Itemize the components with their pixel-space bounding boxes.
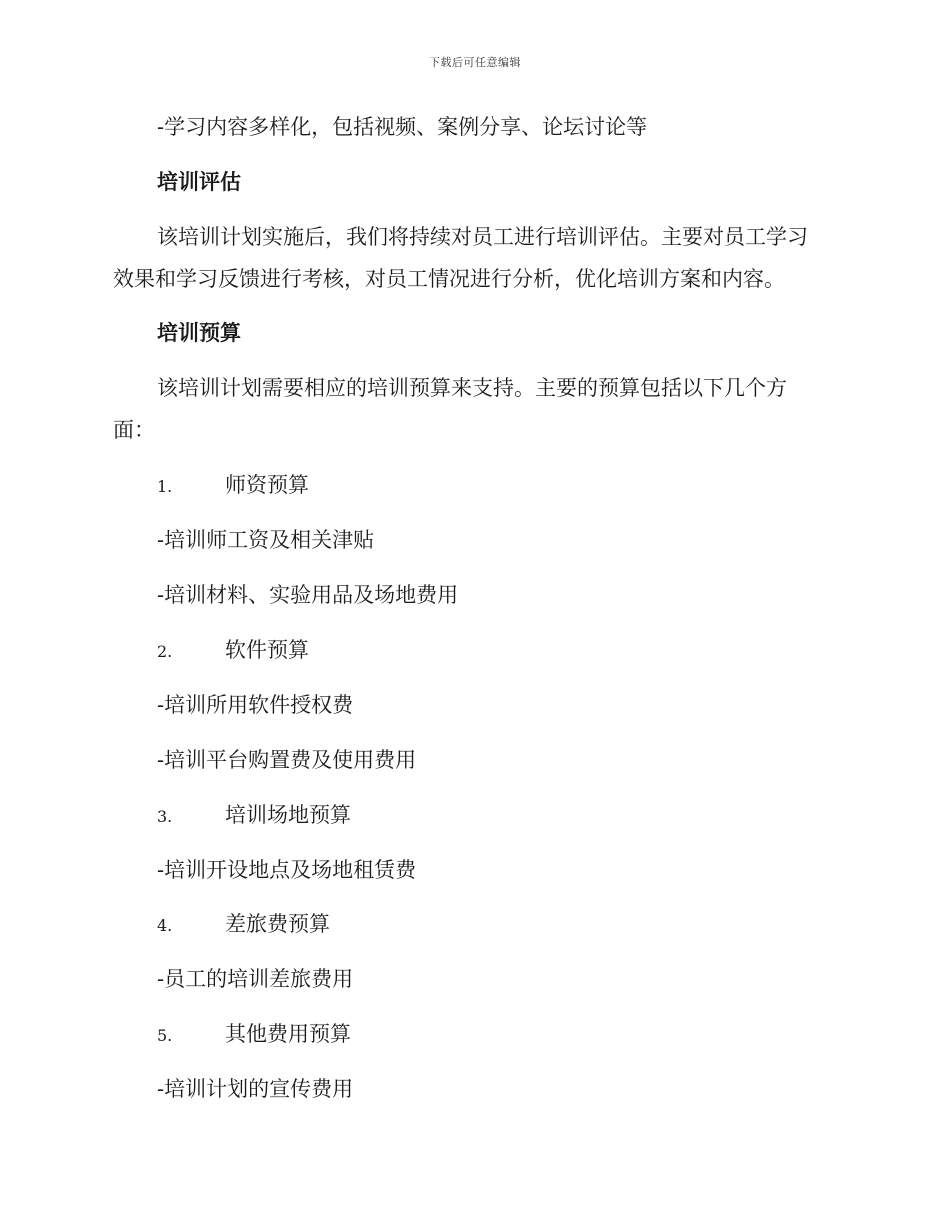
list-sub-item: -培训材料、实验用品及场地费用 [157, 583, 459, 607]
list-sub-item: -培训平台购置费及使用费用 [157, 748, 417, 772]
paragraph-line: 该培训计划实施后，我们将持续对员工进行培训评估。主要对员工学习 [157, 225, 808, 249]
list-item [157, 1019, 351, 1051]
list-item-title: 师资预算 [225, 473, 309, 497]
list-sub-item: -员工的培训差旅费用 [157, 967, 354, 991]
list-item-title: 其他费用预算 [225, 1022, 351, 1046]
list-sub-item: -培训开设地点及场地租赁费 [157, 858, 417, 882]
list-sub-item: -培训计划的宣传费用 [157, 1077, 354, 1101]
section-heading-budget: 培训预算 [157, 320, 241, 345]
list-item-number: 3. [157, 807, 173, 826]
list-item [157, 635, 309, 667]
list-sub-item: -培训师工资及相关津贴 [157, 528, 375, 552]
list-sub-item: -培训所用软件授权费 [157, 693, 354, 717]
paragraph-line: 效果和学习反馈进行考核，对员工情况进行分析，优化培训方案和内容。 [113, 267, 785, 291]
page-header: 下载后可任意编辑 [429, 56, 521, 69]
list-item-number: 2. [157, 642, 173, 661]
list-item-title: 软件预算 [225, 638, 309, 662]
list-item-number: 5. [157, 1026, 173, 1045]
paragraph-line: 该培训计划需要相应的培训预算来支持。主要的预算包括以下几个方 [157, 376, 787, 400]
list-item-number: 1. [157, 477, 173, 496]
list-item [157, 470, 309, 502]
section-heading-evaluation: 培训评估 [157, 169, 241, 194]
list-item [157, 800, 351, 832]
list-item-title: 差旅费预算 [225, 912, 330, 936]
list-item [157, 909, 330, 941]
list-item-title: 培训场地预算 [225, 803, 351, 827]
bullet-line: -学习内容多样化，包括视频、案例分享、论坛讨论等 [157, 115, 648, 139]
list-item-number: 4. [157, 916, 173, 935]
paragraph-line: 面： [113, 418, 155, 442]
